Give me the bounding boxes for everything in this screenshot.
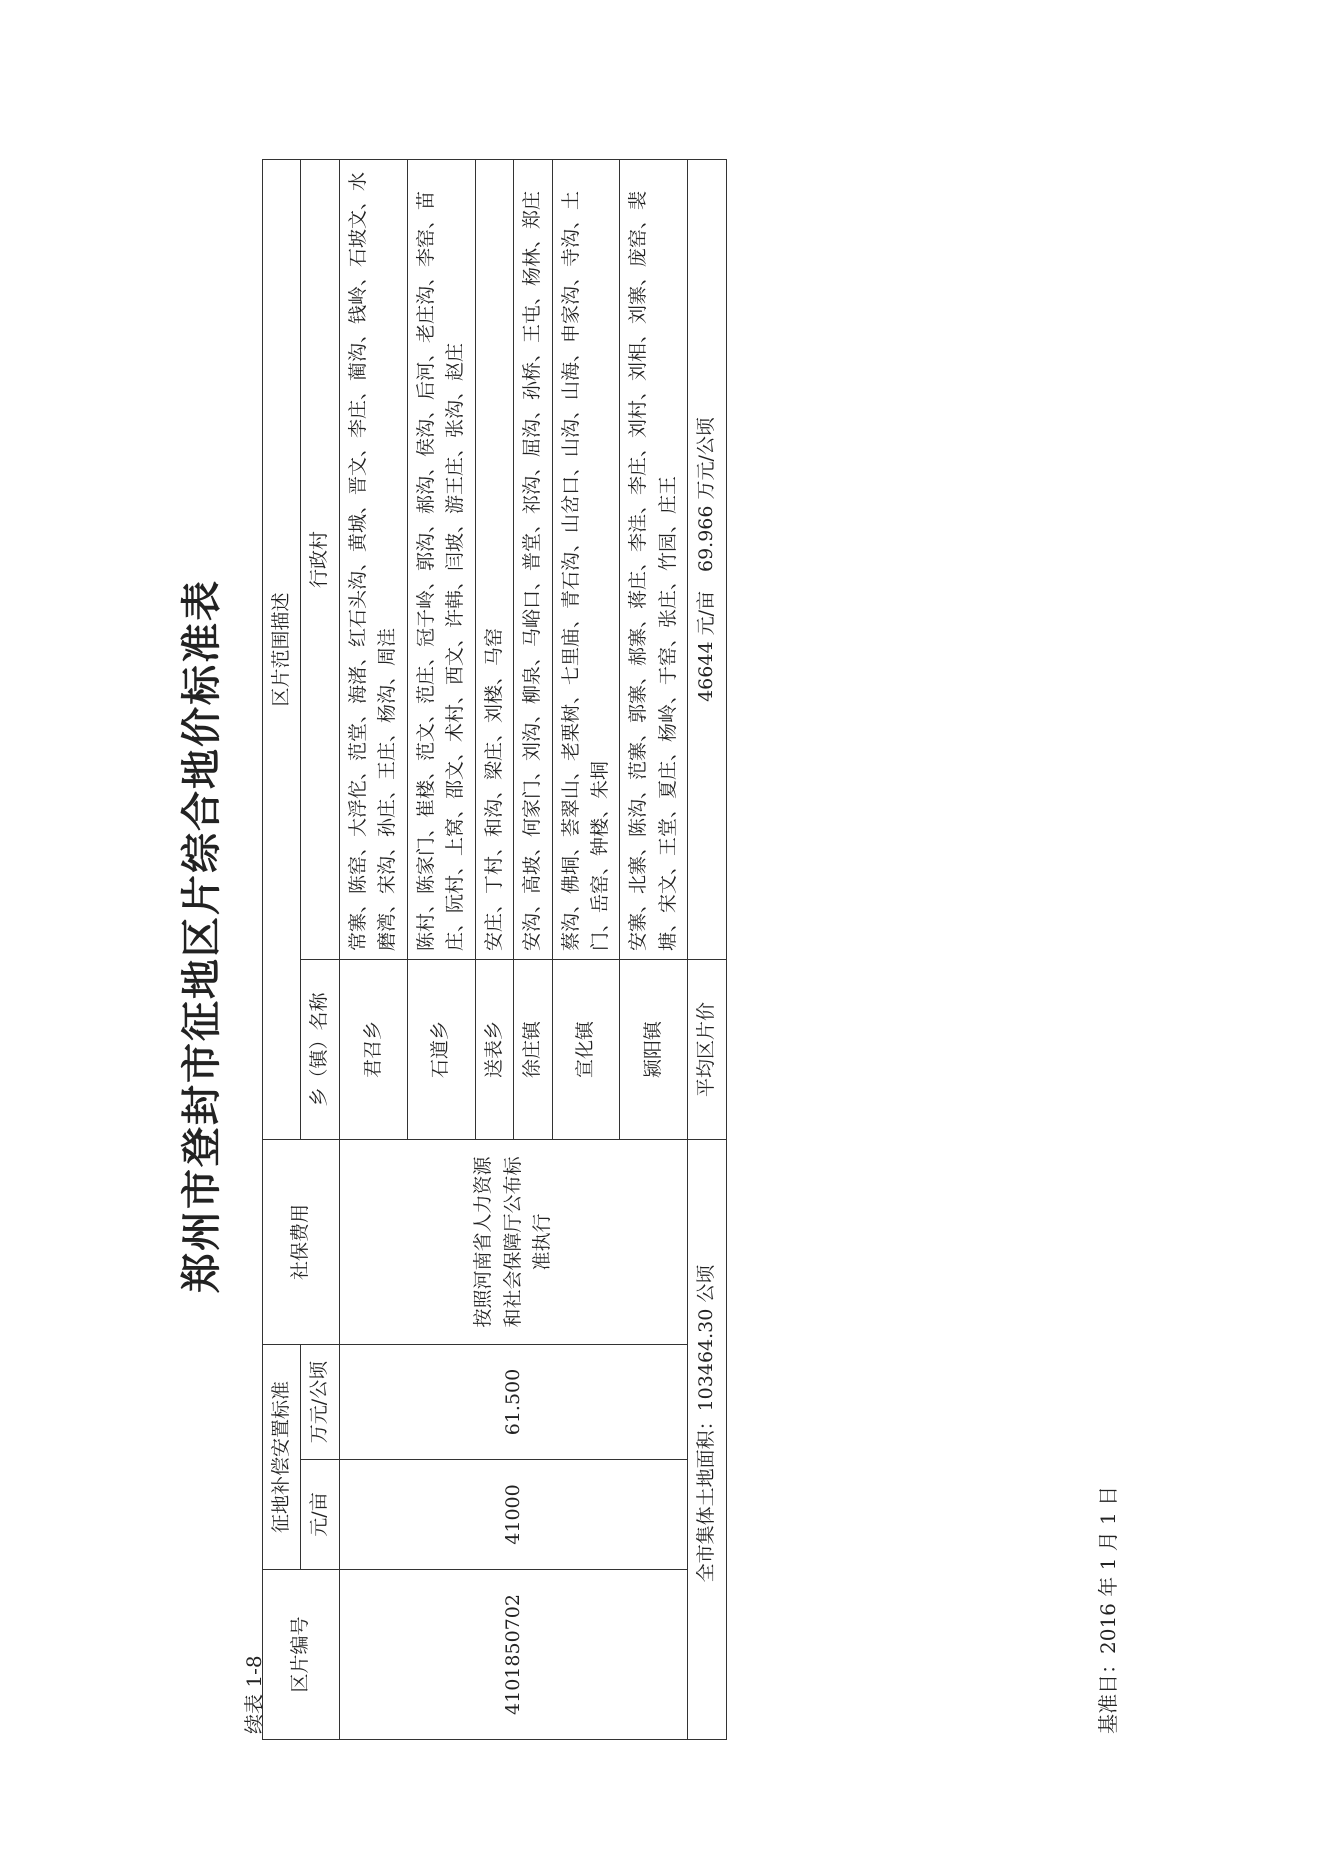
town-cell: 送表乡 (475, 960, 513, 1140)
village-cell: 常寨、陈窑、大浮佗、范堂、海渚、红石头沟、黄城、晋文、李庄、蔺沟、钱岭、石坡文、水磨湾、宋沟、孙庄、王庄、杨沟、周洼 (339, 160, 407, 960)
avg-label-cell: 平均区片价 (688, 960, 726, 1140)
price-ha-cell: 61.500 (339, 1345, 687, 1460)
town-cell: 宣化镇 (552, 960, 620, 1140)
base-date: 基准日：2016 年 1 月 1 日 (1096, 1485, 1120, 1734)
land-price-table (262, 159, 727, 1740)
header-row-2 (301, 160, 339, 1740)
header-social: 社保费用 (263, 1140, 340, 1345)
header-town: 乡（镇）名称 (301, 960, 339, 1140)
avg-value-cell: 46644 元/亩 69.966 万元/公顷 (688, 160, 726, 960)
social-cell: 按照河南省人力资源和社会保障厅公布标准执行 (339, 1140, 687, 1345)
total-area-cell: 全市集体土地面积：103464.30 公顷 (688, 1140, 726, 1740)
document-title: 郑州市登封市征地区片综合地价标准表 (179, 579, 225, 1293)
continued-label: 续表 1-8 (242, 1655, 266, 1734)
town-cell: 颍阳镇 (620, 960, 688, 1140)
header-unit-mu: 元/亩 (301, 1460, 339, 1570)
village-cell: 安沟、高坡、何家门、刘沟、柳泉、马峪口、普堂、祁沟、屈沟、孙桥、王屯、杨林、郑庄 (514, 160, 552, 960)
header-village: 行政村 (301, 160, 339, 960)
village-cell: 安寨、北寨、陈沟、范寨、郭寨、郝寨、蒋庄、李洼、李庄、刘村、刘相、刘寨、庞窑、裴塘、宋文、王堂、夏庄、杨岭、于窑、张庄、竹园、庄王 (620, 160, 688, 960)
zone-code-cell: 4101850702 (339, 1570, 687, 1740)
header-range: 区片范围描述 (263, 160, 301, 1140)
header-unit-ha: 万元/公顷 (301, 1345, 339, 1460)
village-cell: 陈村、陈家门、崔楼、范文、范庄、冠子岭、郭沟、郝沟、侯沟、后河、老庄沟、李窑、苗庄、阮村、上窝、邵文、术村、西文、许韩、闫坡、游王庄、张沟、赵庄 (407, 160, 475, 960)
footer-row (688, 160, 726, 1740)
town-cell: 徐庄镇 (514, 960, 552, 1140)
village-cell: 安庄、丁村、和沟、梁庄、刘楼、马窑 (475, 160, 513, 960)
header-compensation: 征地补偿安置标准 (263, 1345, 301, 1570)
table-row (339, 160, 407, 1740)
town-cell: 石道乡 (407, 960, 475, 1140)
header-row-1 (263, 160, 301, 1740)
village-cell: 蔡沟、佛垌、荟翠山、老栗树、七里庙、青石沟、山岔口、山沟、山海、申家沟、寺沟、土门、岳窑、钟楼、朱垌 (552, 160, 620, 960)
header-zone-code: 区片编号 (263, 1570, 340, 1740)
price-mu-cell: 41000 (339, 1460, 687, 1570)
town-cell: 君召乡 (339, 960, 407, 1140)
